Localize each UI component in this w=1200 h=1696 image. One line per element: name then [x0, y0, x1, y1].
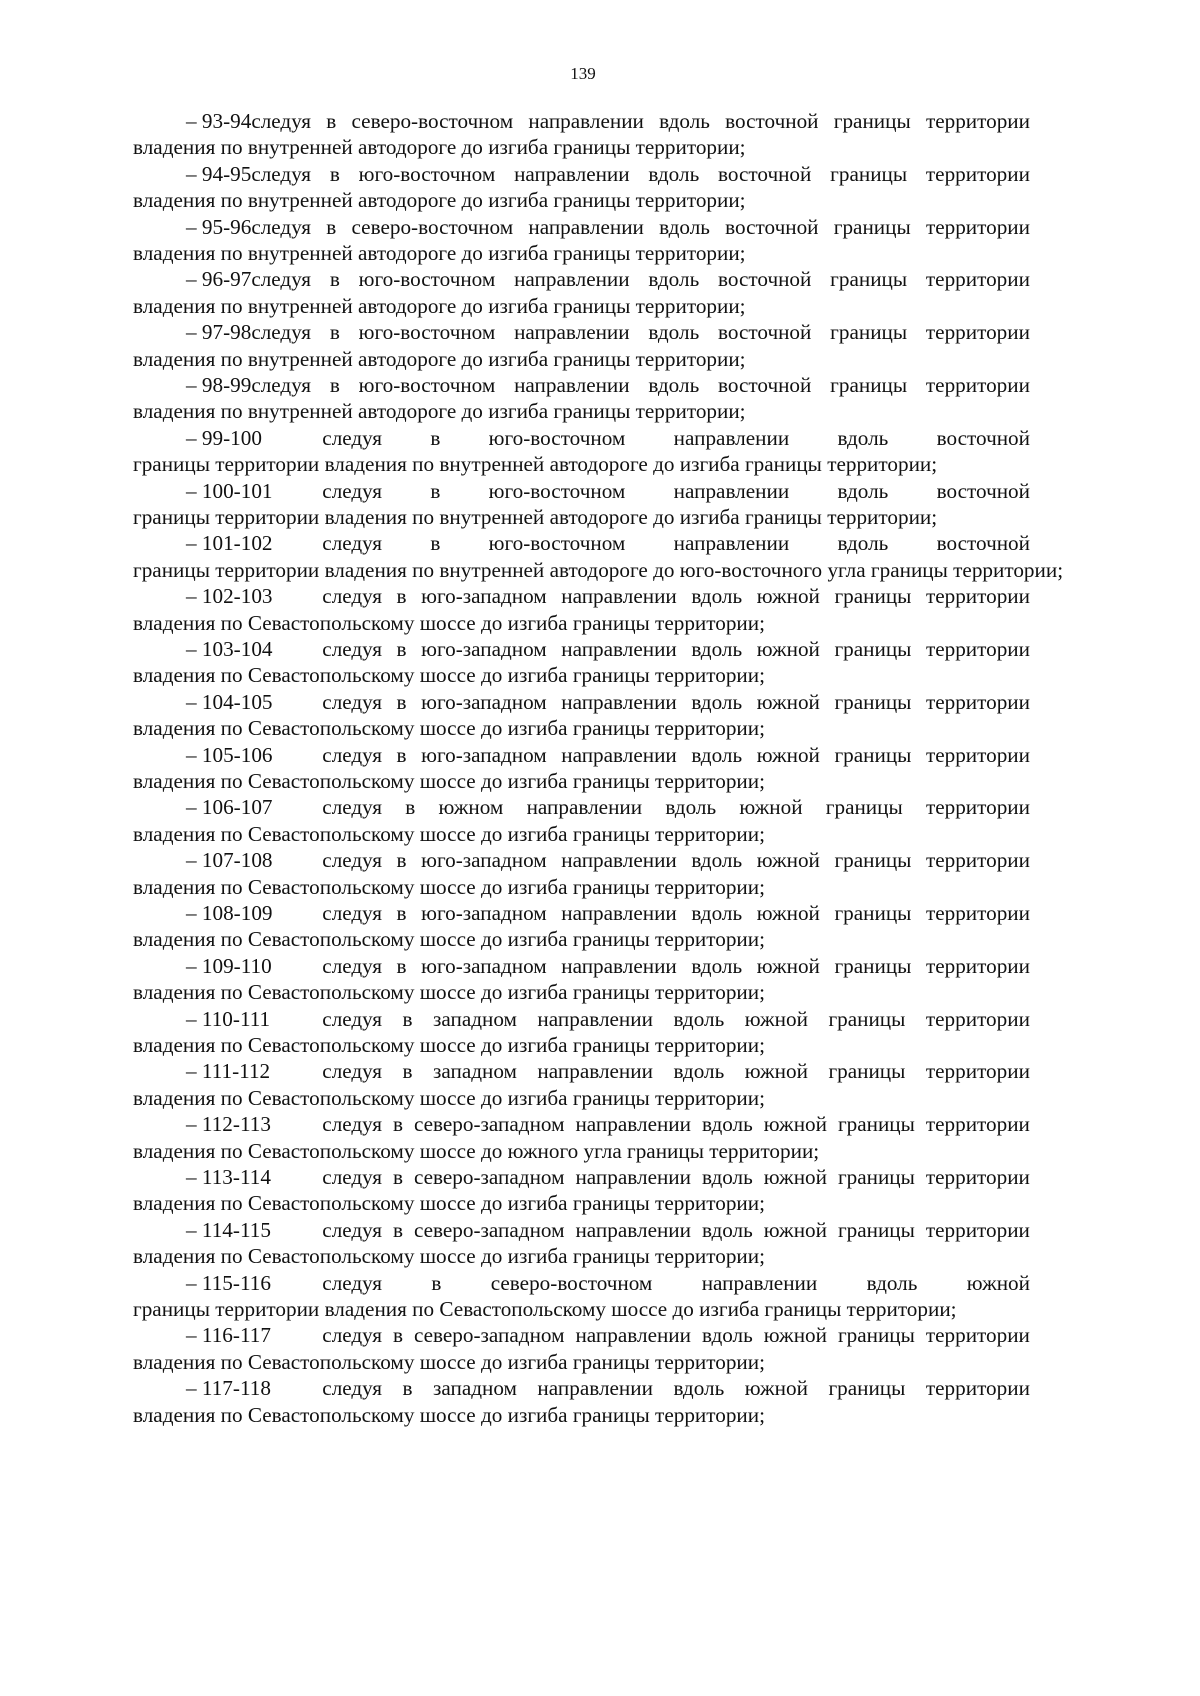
list-item: – 114-115 следуя в северо-западном направлении вдоль южной границы территории владения по Севастопольскому шоссе до изгиба границы территории;	[133, 1217, 1030, 1269]
boundary-description-list	[133, 108, 1064, 1428]
entry-continuation: границы территории владения по внутренней автодороге до изгиба границы территории;	[133, 504, 938, 529]
list-item: – 101-102 следуя в юго-восточном направлении вдоль восточной границы территории владения по внутренней автодороге до юго-восточного угла границы территории;	[133, 531, 1064, 582]
list-item: – 113-114 следуя в северо-западном направлении вдоль южной границы территории владения по Севастопольскому шоссе до изгиба границы территории;	[133, 1164, 1030, 1216]
entry-continuation: владения по Севастопольскому шоссе до изгиба границы территории;	[133, 1349, 765, 1374]
segment-code: – 98-99	[186, 372, 252, 397]
list-item: – 110-111 следуя в западном направлении вдоль южной границы территории владения по Севастопольскому шоссе до изгиба границы территории;	[133, 1006, 1030, 1057]
list-item: – 94-95 следуя в юго-восточном направлении вдоль восточной границы территории владения по внутренней автодороге до изгиба границы территории;	[133, 161, 1030, 213]
segment-code: – 117-118	[186, 1376, 271, 1401]
list-item: – 116-117 следуя в северо-западном направлении вдоль южной границы территории владения по Севастопольскому шоссе до изгиба границы территории;	[133, 1323, 1030, 1374]
list-item: – 104-105 следуя в юго-западном направлении вдоль южной границы территории владения по Севастопольскому шоссе до изгиба границы территории;	[133, 689, 1030, 741]
list-item: – 95-96 следуя в северо-восточном направлении вдоль восточной границы территории владения по внутренней автодороге до изгиба границы территории;	[133, 214, 1030, 265]
entry-continuation: границы территории владения по Севастопольскому шоссе до изгиба границы территории;	[133, 1296, 957, 1321]
entry-continuation: владения по внутренней автодороге до изгиба границы территории;	[133, 188, 746, 213]
segment-code: – 111-112	[186, 1059, 271, 1084]
list-item: – 105-106 следуя в юго-западном направлении вдоль южной границы территории владения по Севастопольскому шоссе до изгиба границы территории;	[133, 742, 1030, 793]
segment-code: – 116-117	[186, 1323, 271, 1348]
segment-code: – 104-105	[186, 689, 273, 714]
segment-code: – 112-113	[186, 1112, 271, 1137]
list-item: – 100-101 следуя в юго-восточном направлении вдоль восточной границы территории владения по внутренней автодороге до изгиба границы территории;	[133, 478, 1030, 529]
entry-continuation: владения по Севастопольскому шоссе до изгиба границы территории;	[133, 1191, 765, 1216]
segment-code: – 96-97	[186, 267, 252, 292]
list-item: – 109-110 следуя в юго-западном направлении вдоль южной границы территории владения по Севастопольскому шоссе до изгиба границы территории;	[133, 953, 1030, 1005]
entry-continuation: владения по Севастопольскому шоссе до изгиба границы территории;	[133, 927, 765, 952]
entry-continuation: границы территории владения по внутренней автодороге до изгиба границы территории;	[133, 452, 938, 477]
list-item: – 97-98 следуя в юго-восточном направлении вдоль восточной границы территории владения по внутренней автодороге до изгиба границы территории;	[133, 320, 1030, 371]
list-item: – 103-104 следуя в юго-западном направлении вдоль южной границы территории владения по Севастопольскому шоссе до изгиба границы территории;	[133, 636, 1030, 688]
list-item: – 98-99 следуя в юго-восточном направлении вдоль восточной границы территории владения по внутренней автодороге до изгиба границы территории;	[133, 372, 1030, 424]
entry-continuation: владения по внутренней автодороге до изгиба границы территории;	[133, 399, 746, 424]
list-item: – 99-100 следуя в юго-восточном направлении вдоль восточной границы территории владения по внутренней автодороге до изгиба границы территории;	[133, 425, 1030, 477]
segment-code: – 106-107	[186, 795, 273, 820]
list-item: – 115-116 следуя в северо-восточном направлении вдоль южной границы территории владения по Севастопольскому шоссе до изгиба границы территории;	[133, 1270, 1030, 1321]
entry-continuation: владения по Севастопольскому шоссе до изгиба границы территории;	[133, 716, 765, 741]
list-item: – 106-107 следуя в южном направлении вдоль южной границы территории владения по Севастопольскому шоссе до изгиба границы территории;	[133, 795, 1030, 846]
entry-continuation: владения по Севастопольскому шоссе до южного угла границы территории;	[133, 1138, 820, 1163]
segment-code: – 97-98	[186, 320, 252, 345]
entry-continuation: владения по Севастопольскому шоссе до изгиба границы территории;	[133, 980, 765, 1005]
entry-continuation: владения по Севастопольскому шоссе до изгиба границы территории;	[133, 821, 765, 846]
segment-code: – 93-94	[186, 109, 252, 133]
list-item: – 102-103 следуя в юго-западном направлении вдоль южной границы территории владения по Севастопольскому шоссе до изгиба границы территории;	[133, 584, 1030, 635]
segment-code: – 102-103	[186, 584, 273, 609]
list-item: – 96-97 следуя в юго-восточном направлении вдоль восточной границы территории владения по внутренней автодороге до изгиба границы территории;	[133, 267, 1030, 318]
entry-continuation: владения по Севастопольскому шоссе до изгиба границы территории;	[133, 663, 765, 688]
list-item: – 111-112 следуя в западном направлении вдоль южной границы территории владения по Севастопольскому шоссе до изгиба границы территории;	[133, 1059, 1030, 1110]
segment-code: – 107-108	[186, 848, 273, 873]
entry-continuation: границы территории владения по внутренней автодороге до юго-восточного угла границы территории;	[133, 557, 1064, 582]
segment-code: – 103-104	[186, 636, 273, 661]
entry-continuation: владения по внутренней автодороге до изгиба границы территории;	[133, 346, 746, 371]
entry-continuation: владения по Севастопольскому шоссе до изгиба границы территории;	[133, 610, 765, 635]
segment-code: – 95-96	[186, 214, 252, 239]
segment-code: – 113-114	[186, 1164, 271, 1189]
list-item: – 108-109 следуя в юго-западном направлении вдоль южной границы территории владения по Севастопольскому шоссе до изгиба границы территории;	[133, 900, 1030, 952]
entry-continuation: владения по Севастопольскому шоссе до изгиба границы территории;	[133, 1402, 765, 1427]
segment-code: – 105-106	[186, 742, 273, 767]
segment-code: – 110-111	[186, 1006, 271, 1031]
segment-code: – 101-102	[186, 531, 273, 556]
segment-code: – 114-115	[186, 1217, 271, 1242]
entry-continuation: владения по Севастопольскому шоссе до изгиба границы территории;	[133, 1244, 765, 1269]
entry-continuation: владения по Севастопольскому шоссе до изгиба границы территории;	[133, 1032, 765, 1057]
entry-continuation: владения по Севастопольскому шоссе до изгиба границы территории;	[133, 768, 765, 793]
segment-code: – 108-109	[186, 900, 273, 925]
list-item: – 93-94 следуя в северо-восточном направлении вдоль восточной границы территории владения по внутренней автодороге до изгиба границы территории;	[133, 109, 1030, 160]
entry-continuation: владения по Севастопольскому шоссе до изгиба границы территории;	[133, 874, 765, 899]
segment-code: – 115-116	[186, 1270, 271, 1295]
list-item: – 112-113 следуя в северо-западном направлении вдоль южной границы территории владения по Севастопольскому шоссе до южного угла границы территории;	[133, 1112, 1030, 1163]
entry-continuation: владения по внутренней автодороге до изгиба границы территории;	[133, 135, 746, 160]
segment-code: – 94-95	[186, 161, 252, 186]
segment-code: – 100-101	[186, 478, 273, 503]
entry-continuation: владения по Севастопольскому шоссе до изгиба границы территории;	[133, 1085, 765, 1110]
segment-code: – 99-100	[186, 425, 262, 450]
page-number: 139	[570, 64, 596, 83]
entry-continuation: владения по внутренней автодороге до изгиба границы территории;	[133, 241, 746, 265]
list-item: – 107-108 следуя в юго-западном направлении вдоль южной границы территории владения по Севастопольскому шоссе до изгиба границы территории;	[133, 848, 1030, 899]
segment-code: – 109-110	[186, 953, 272, 978]
list-item: – 117-118 следуя в западном направлении вдоль южной границы территории владения по Севастопольскому шоссе до изгиба границы территории;	[133, 1376, 1030, 1427]
entry-continuation: владения по внутренней автодороге до изгиба границы территории;	[133, 293, 746, 318]
